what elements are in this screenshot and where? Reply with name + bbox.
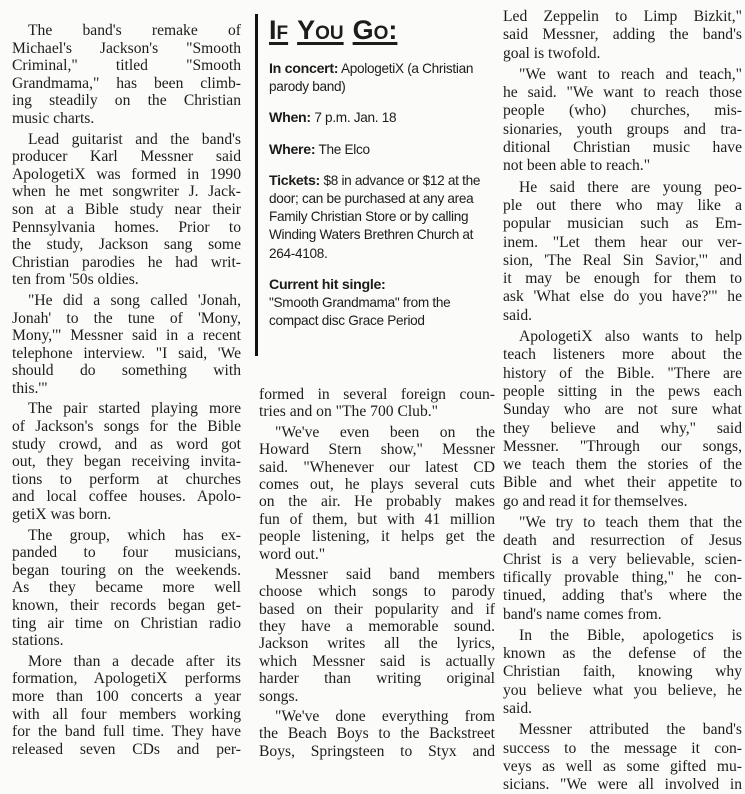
text-line: goal is twofold. <box>503 44 601 62</box>
text-line: word out." <box>259 545 326 563</box>
text-line: inem. "Let them hear our ver- <box>503 233 742 251</box>
text-line: tinued, adding that's where the <box>503 587 742 605</box>
article-column-3 <box>503 8 742 794</box>
item-label: Tickets: <box>269 172 320 189</box>
sidebar-item-hit-single <box>269 276 487 331</box>
text-line: people sitting in the pews each <box>503 382 742 400</box>
item-label: Where: <box>269 141 316 158</box>
text-line: Messner. "Through our songs, <box>503 437 742 455</box>
text-line: stations. <box>12 632 64 650</box>
text-line: "He did a song called 'Jonah, <box>28 291 241 309</box>
text-line: "We've done everything from <box>275 708 495 726</box>
article-paragraph <box>259 386 495 421</box>
text-line: popular musician such as Em- <box>503 215 742 233</box>
text-line: As they became more well <box>12 579 241 597</box>
article-paragraph <box>503 721 742 794</box>
text-line: said. <box>503 699 533 717</box>
item-label: Current hit single: <box>269 276 386 293</box>
text-line: Led Zeppelin to Limp Bizkit," <box>503 8 742 25</box>
text-line: of Jackson's songs for the Bible <box>12 418 241 436</box>
text-line: Bible and whet their appetite to <box>503 474 742 492</box>
text-line: panded to four musicians, <box>12 544 241 562</box>
heading-word: If <box>269 15 289 45</box>
text-line: known as the defense of the <box>503 645 742 663</box>
text-line: choose which songs to parody <box>259 583 495 601</box>
sidebar-item-tickets <box>269 172 487 263</box>
text-line: "We want to reach and teach," <box>519 65 742 83</box>
text-line: should do something with <box>12 362 241 380</box>
text-line: He said there are young peo- <box>519 178 742 196</box>
text-line: which Messner said is actually <box>259 652 495 670</box>
text-line: sicians. "We were all involved in <box>503 776 742 794</box>
text-line: formed in several foreign coun- <box>259 386 495 403</box>
article-paragraph <box>259 424 495 563</box>
text-line: "We try to teach them that the <box>519 514 742 532</box>
text-line: the Beach Boys to the Backstreet <box>259 725 495 743</box>
item-text: "Smooth Grandmama" from the compact disc Grace Period <box>269 295 451 329</box>
text-line: songs. <box>259 687 299 705</box>
text-line: sion, 'The Real Sin Savior,'" and <box>503 251 742 269</box>
text-line: not been able to reach." <box>503 157 651 175</box>
text-line: ask 'What else do you have?'" he <box>503 288 742 306</box>
text-line: tifically provable thing," he con- <box>503 568 742 586</box>
item-text: The Elco <box>315 141 370 157</box>
text-line: Michael's Jackson's "Smooth <box>12 39 241 57</box>
item-text: $8 in advance or $12 at the door; can be purchased at any area Family Christian Store or by calling Winding Waters Brethren Church at 264-4108. <box>269 172 481 261</box>
article-paragraph <box>12 22 241 128</box>
text-line: "We've even been on the <box>275 423 495 441</box>
text-line: success to the message it con- <box>503 739 742 757</box>
text-line: More than a decade after its <box>28 652 241 670</box>
sidebar-item-when <box>269 109 487 127</box>
text-line: out, they began receiving invita- <box>12 453 241 471</box>
text-line: teach listeners more about the <box>503 346 742 364</box>
text-line: known, their records began get- <box>12 597 241 614</box>
text-line: Christ is a very believable, scien- <box>503 550 742 568</box>
text-line: study crowd, and as word got <box>12 435 241 453</box>
article-paragraph <box>12 292 241 398</box>
text-line: this.'" <box>12 379 48 397</box>
article-paragraph <box>503 328 742 511</box>
text-line: music charts. <box>12 109 95 127</box>
text-line: tries and on "The 700 Club." <box>259 403 439 421</box>
text-line: said. "Whenever our latest CD <box>259 458 495 476</box>
article-column-1 <box>12 22 241 758</box>
text-line: death and resurrection of Jesus <box>503 532 742 550</box>
text-line: veys as well as some gifted mu- <box>503 757 742 775</box>
text-line: Messner said band members <box>275 565 495 583</box>
text-line: said. <box>503 306 533 324</box>
text-line: fun of them, but with 41 million <box>259 510 495 528</box>
sidebar-heading <box>269 14 487 46</box>
text-line: ApologetiX also wants to help <box>519 328 742 346</box>
text-line: ple out there who may like a <box>503 196 742 214</box>
text-line: people listening, it helps get the <box>259 528 495 546</box>
text-line: harder than writing original <box>259 670 495 688</box>
text-line: band's name comes from. <box>503 605 662 623</box>
item-label: In concert: <box>269 61 339 77</box>
sidebar-item-concert <box>269 60 487 96</box>
article-paragraph <box>259 566 495 705</box>
text-line: people (who) churches, mis- <box>503 102 742 120</box>
text-line: tions to perform at churches <box>12 470 241 488</box>
text-line: they believe and why," said <box>503 419 742 437</box>
text-line: In the Bible, apologetics is <box>519 626 742 644</box>
text-line: for the band full time. They have <box>12 723 241 741</box>
if-you-go-sidebar <box>255 14 487 356</box>
text-line: they have a memorable sound. <box>259 618 495 636</box>
article-paragraph <box>503 179 742 325</box>
text-line: the study, Jackson sang some <box>12 236 241 254</box>
text-line: Criminal," titled "Smooth <box>12 57 241 75</box>
item-text: ApologetiX (a Christian parody band) <box>269 61 474 95</box>
text-line: Mony,'" Messner said in a recent <box>12 327 241 345</box>
text-line: Christian parodies he had writ- <box>12 253 241 271</box>
text-line: Jonah' to the tune of 'Mony, <box>12 309 241 327</box>
text-line: began touring on the weekends. <box>12 561 241 579</box>
text-line: it may be enough for them to <box>503 270 742 288</box>
article-paragraph <box>12 131 241 289</box>
text-line: ten from '50s oldies. <box>12 271 139 289</box>
article-paragraph <box>503 8 742 63</box>
text-line: getiX was born. <box>12 506 112 524</box>
article-paragraph <box>12 653 241 759</box>
item-text: 7 p.m. Jan. 18 <box>310 110 397 126</box>
text-line: he said. "We want to reach those <box>503 84 742 102</box>
text-line: formation, ApologetiX performs <box>12 670 241 688</box>
item-label: When: <box>269 110 311 127</box>
text-line: go and read it for themselves. <box>503 492 688 510</box>
text-line: The group, which has ex- <box>28 526 241 544</box>
text-line: ting air time on Christian radio <box>12 614 241 632</box>
article-paragraph <box>12 527 241 650</box>
text-line: Jackson writes all the lyrics, <box>259 635 495 653</box>
text-line: comes out, he plays several cuts <box>259 475 495 493</box>
text-line: more than 100 concerts a year <box>12 687 241 705</box>
text-line: Howard Stern show," Messner <box>259 441 495 459</box>
article-paragraph <box>259 708 495 760</box>
text-line: Christian faith, knowing why <box>503 663 742 681</box>
text-line: you believe what you believe, he <box>503 681 742 699</box>
text-line: sionaries, youth groups and tra- <box>503 120 742 138</box>
heading-word: You <box>297 15 344 45</box>
text-line: with all four members working <box>12 705 241 723</box>
text-line: Pennsylvania homes. Prior to <box>12 218 241 236</box>
text-line: Grandmama," has been climb- <box>12 74 241 92</box>
text-line: said Messner, adding the band's <box>503 26 742 44</box>
text-line: Boys, Springsteen to Styx and <box>259 742 495 760</box>
text-line: producer Karl Messner said <box>12 148 241 166</box>
text-line: released seven CDs and per- <box>12 740 241 758</box>
text-line: The band's remake of <box>28 22 241 39</box>
text-line: history of the Bible. "There are <box>503 364 742 382</box>
text-line: The pair started playing more <box>28 400 241 418</box>
article-paragraph <box>503 66 742 176</box>
article-paragraph <box>503 514 742 624</box>
text-line: on the air. He probably makes <box>259 493 495 511</box>
text-line: ApologetiX was formed in 1990 <box>12 165 241 183</box>
article-column-2 <box>259 386 495 760</box>
text-line: we teach them the stories of the <box>503 456 742 474</box>
text-line: son at a Bible study near their <box>12 200 241 218</box>
text-line: Lead guitarist and the band's <box>28 130 241 148</box>
text-line: Messner attributed the band's <box>519 721 742 739</box>
text-line: when he met songwriter J. Jack- <box>12 183 241 201</box>
heading-word: Go: <box>352 15 398 45</box>
text-line: Sunday who are not sure what <box>503 401 742 419</box>
text-line: and local coffee houses. Apolo- <box>12 488 241 506</box>
text-line: telephone interview. "I said, 'We <box>12 344 241 362</box>
text-line: ditional Christian music have <box>503 139 742 157</box>
article-paragraph <box>503 627 742 718</box>
sidebar-item-where <box>269 141 487 159</box>
article-paragraph <box>12 400 241 523</box>
text-line: ing steadily on the Christian <box>12 92 241 110</box>
text-line: based on their popularity and if <box>259 600 495 618</box>
